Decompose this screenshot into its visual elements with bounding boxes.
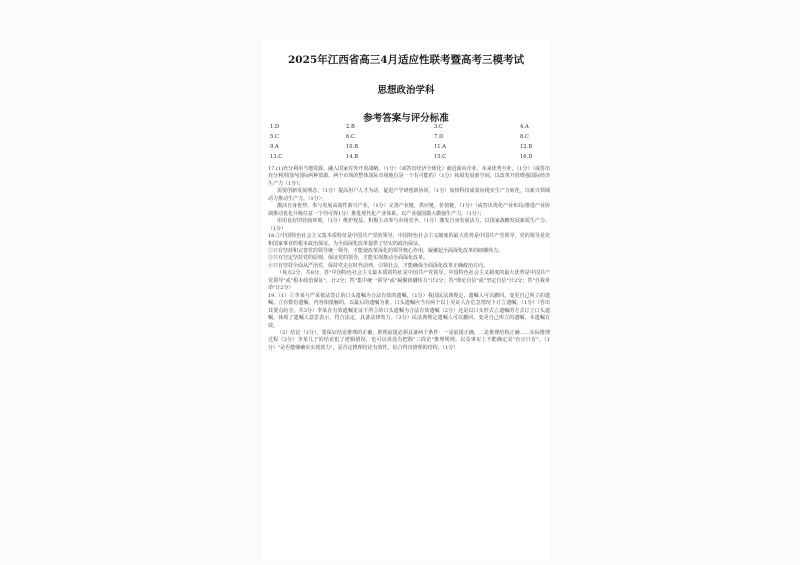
answer-body <box>268 166 550 352</box>
choice-answer: 1.D <box>270 124 280 130</box>
choice-answer: 2.B <box>346 124 355 130</box>
choice-row <box>268 144 550 154</box>
answer-paragraph: 激活自身优势，参与发展高端性新兴产业，（1分）完善产业链，供应链，价值链，（1分）（或答出优化产业布局/推进产业协调推动优化升级任意一个均可得1分）推进现代化产业体系，以产业强国做大做强生产力。（1分）； <box>268 203 550 217</box>
choice-answer: 12.B <box>520 144 533 150</box>
choice-answer: 8.C <box>520 134 529 140</box>
subject-title: 思想政治学科 <box>377 85 435 96</box>
answer-paragraph: ④只有坚持全面从严治党，保持党走在时代前列，引领社会，才能确保全面深化改革正确政治方向。 <box>268 262 489 269</box>
choice-answer: 15.C <box>434 154 447 160</box>
answer-paragraph: 用用良好的营商环境，（1分）维护权益，积极主动参与市场竞争，（1分）激发自身发展活力，以国家战略发展新质生产力。（1分） <box>268 218 550 232</box>
choice-row <box>268 154 550 164</box>
answer-sheet <box>262 40 550 560</box>
answer-paragraph: 17.(1)充分利用当地资源，融入国家对外开放战略。（1分）（或答出经济全球化）就近面向企业，未来优势互补，（1分）（或答出充分利用国内国际两种资源、两个市场的整体国际市场地位是一个有可能的）（1分）拓展发展新空间，以改革开放增强国际经济生产力（1分）； <box>268 166 550 187</box>
choice-answer: 10.B <box>346 144 359 150</box>
document-title: 参考答案与评分标准 <box>363 113 449 124</box>
choice-answer: 14.B <box>346 154 359 160</box>
choice-answer: 11.A <box>434 144 446 150</box>
choice-answer: 9.A <box>270 144 279 150</box>
choice-answer: 13.C <box>270 154 283 160</box>
choice-answer: 3.C <box>434 124 443 130</box>
answer-paragraph: 需要创新发展理念，（1分）提高用户人才为动，促进产学研创新协同，（1分）加快科技成果向现实生产力转化，以新兴领域动力推动生产力。（1分）； <box>268 188 550 202</box>
exam-title: 2025年江西省高三4月适应性联考暨高考三模考试 <box>287 54 525 66</box>
choice-answer: 16.D <box>520 154 533 160</box>
answer-paragraph: （每点2分，共8分。答"中国特色社会主义最本质的特征是中国共产党领导，中国特色社会主义制度的最大优势是中国共产党领导"或"根本政治保证"，计2分；答"集中统一领导"或"凝聚磅礴伟力"计2分；答"理论自信"或"坚定自信"计2分；答"自我革命"计2分） <box>268 270 550 292</box>
choice-row <box>268 124 550 134</box>
answer-paragraph: （2）结论（1分），要保证结论推理的正确，推理前提必须具备两个条件：一是前提正确，二是推理结构正确……实际推理过程（2分）李某儿子的结论犯了逻辑错误，也可以说没有把握"三段论"推理规则。以及事实上不能确定其"有且只有"，（1分）"是否能够确实实现效力"，是否定推理结论有效性。综合得出推理的结构，（1分） <box>268 329 550 351</box>
choice-answer: 7.D <box>434 134 444 140</box>
choice-answer: 5.C <box>270 134 279 140</box>
choice-row <box>268 134 550 144</box>
choice-answer: 4.A <box>520 124 529 130</box>
answer-paragraph: 19.（1）①李某与严某依法签订的口头遗嘱为合法有效的遗嘱。（1分）我国民法典规定，遗嘱人可以撤回、变更自己所立的遗嘱。立有数份遗嘱，内容相抵触的，以最后的遗嘱为准。口头遗嘱应当有两个以上见证人在危急情况下订立遗嘱。（1分）（答出其要点给分，共3分）李某在有效遗嘱见证下所立的口头遗嘱为合法有效遗嘱（2分）这是以口头形式立遗嘱的方式订立口头遗嘱，体现了遗嘱人意思表示，符合法定，具备法律效力。（2分）民法典规定遗嘱人可以撤回、变更自己所立的遗嘱，本遗嘱有效。 <box>268 292 550 329</box>
choice-answer: 6.C <box>346 134 355 140</box>
choice-answers-grid <box>268 124 550 164</box>
answer-paragraph: ③只有坚定坚持党的原则，保证党的领导，才能实现推动全面深化改革。 <box>268 255 429 262</box>
answer-paragraph: 18.①中国特色社会主义集本质特征是中国共产党的领导，中国特色社会主义制度的最大优势是中国共产党领导，党的领导是党和国家事业的根本政治保证。为全面深化改革提供了坚实的政治保证。 <box>268 233 550 247</box>
answer-paragraph: ②只有坚持和完善党的领导统一领导，才能使改革深化的领导核心作用，凝聚起全面深化改革的磅礴伟力。 <box>268 247 504 254</box>
